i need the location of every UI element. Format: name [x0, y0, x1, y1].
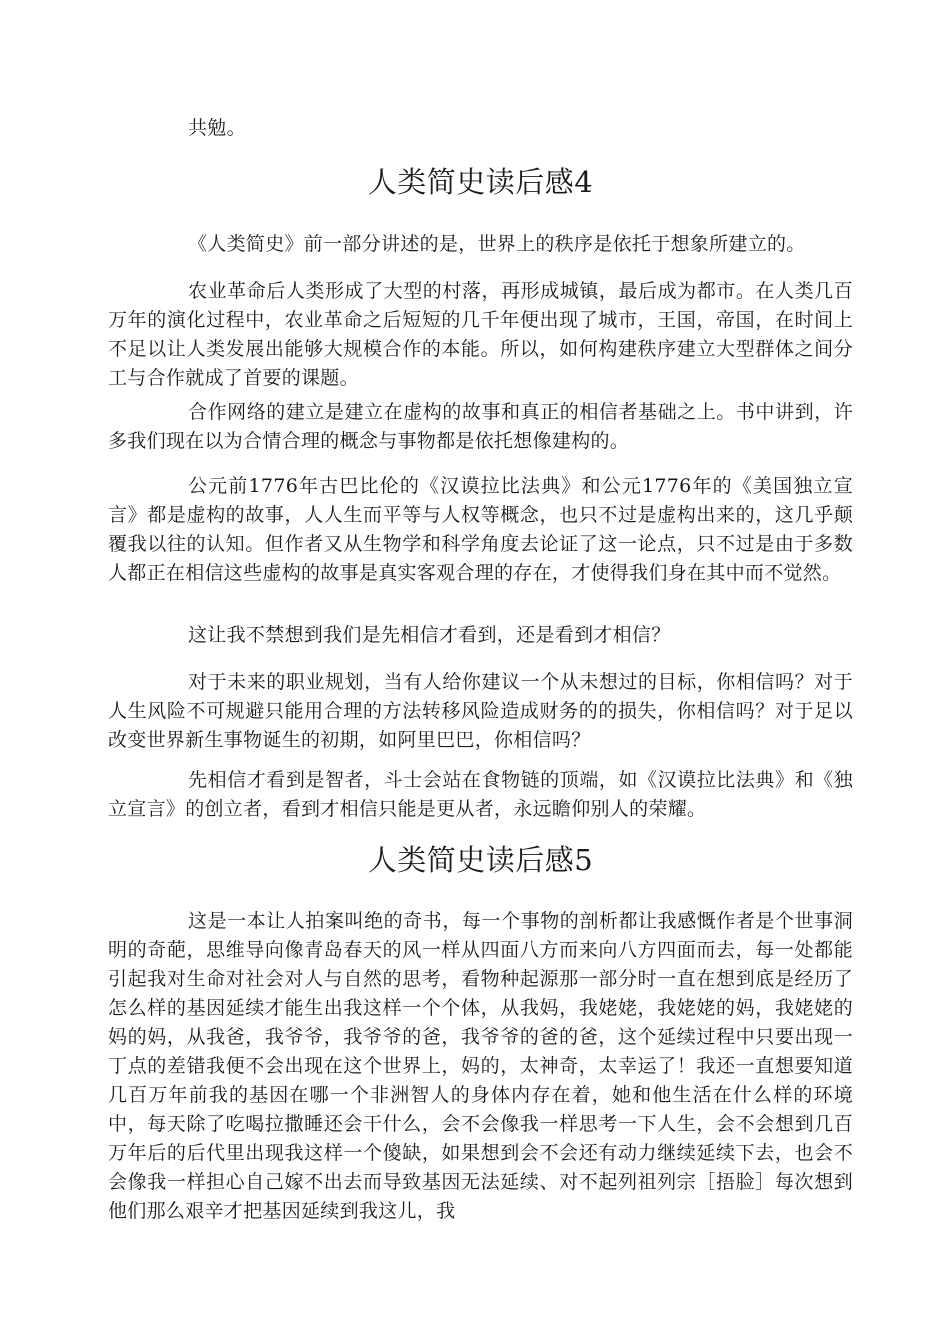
paragraph-4-4: 公元前1776年古巴比伦的《汉谟拉比法典》和公元1776年的《美国独立宣言》都是虚构的故事，人人生而平等与人权等概念，也只不过是虚构出来的，这几乎颠覆我以往的认知。但作者又从生物学和科学角度去论证了这一论点，只不过是由于多数人都正在相信这些虚构的故事是真实客观合理的存在，才使得我们身在其中而不觉然。	[108, 475, 853, 584]
paragraph-4-1: 《人类简史》前一部分讲述的是，世界上的秩序是依托于想象所建立的。	[188, 233, 806, 255]
closing-paragraph: 共勉。	[188, 117, 246, 139]
paragraph-4-7: 先相信才看到是智者，斗士会站在食物链的顶端，如《汉谟拉比法典》和《独立宣言》的创立者，看到才相信只能是更从者，永远瞻仰别人的荣耀。	[108, 769, 853, 820]
paragraph-4-5: 这让我不禁想到我们是先相信才看到，还是看到才相信？	[188, 624, 671, 646]
section-title-5: 人类简史读后感5	[367, 843, 594, 877]
section-title-4: 人类简史读后感4	[367, 165, 594, 199]
paragraph-4-3: 合作网络的建立是建立在虚构的故事和真正的相信者基础之上。书中讲到，许多我们现在以为合情合理的概念与事物都是依托想像建构的。	[108, 401, 853, 452]
paragraph-4-6: 对于未来的职业规划，当有人给你建议一个从未想过的目标，你相信吗？对于人生风险不可规避只能用合理的方法转移风险造成财务的的损失，你相信吗？对于足以改变世界新生事物诞生的初期，如阿里巴巴，你相信吗？	[108, 671, 853, 751]
paragraph-5-1: 这是一本让人拍案叫绝的奇书，每一个事物的剖析都让我感慨作者是个世事洞明的奇葩，思维导向像青岛春天的风一样从四面八方而来向八方四面而去，每一处都能引起我对生命对社会对人与自然的思考，看物种起源那一部分时一直在想到底是经历了怎么样的基因延续才能生出我这样一个个体，从我妈，我姥姥，我姥姥的妈，我姥姥的妈的妈，从我爸，我爷爷，我爷爷的爸，我爷爷的爸的爸，这个延续过程中只要出现一丁点的差错我便不会出现在这个世界上，妈的，太神奇，太幸运了！我还一直想要知道几百万年前我的基因在哪一个非洲智人的身体内存在着，她和他生活在什么样的环境中，每天除了吃喝拉撒睡还会干什么，会不会像我一样思考一下人生，会不会想到几百万年后的后代里出现我这样一个傻缺，如果想到会不会还有动力继续延续下去，也会不会像我一样担心自己嫁不出去而导致基因无法延续、对不起列祖列宗［捂脸］每次想到他们那么艰辛才把基因延续到我这儿，我	[108, 910, 853, 1222]
paragraph-4-2: 农业革命后人类形成了大型的村落，再形成城镇，最后成为都市。在人类几百万年的演化过程中，农业革命之后短短的几千年便出现了城市，王国，帝国，在时间上不足以让人类发展出能够大规模合作的本能。所以，如何构建秩序建立大型群体之间分工与合作就成了首要的课题。	[108, 280, 853, 389]
